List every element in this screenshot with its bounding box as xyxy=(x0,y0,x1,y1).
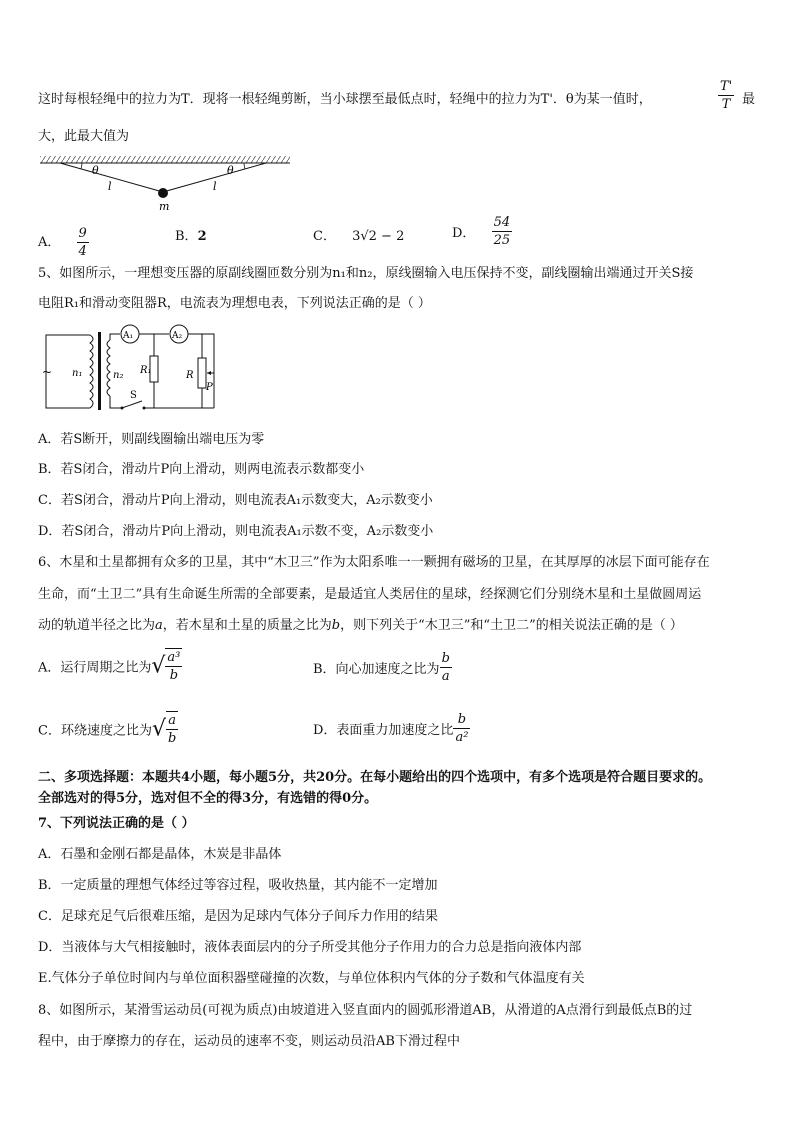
q6-option-c: C．环绕速度之比为√ $\frac{a}{b}$ xyxy=(38,713,177,746)
q7-option-a: A．石墨和金刚石都是晶体，木炭是非晶体 xyxy=(38,847,282,862)
q4-option-a: A． $\frac{9}{4}$ xyxy=(38,226,87,259)
q6-option-b: B．向心加速度之比为 $\frac{b}{a}$ xyxy=(313,651,450,684)
switch-s xyxy=(122,401,142,408)
svg-text:R: R xyxy=(186,370,194,381)
switch-label: S xyxy=(130,390,137,401)
q6-option-d: D．表面重力加速度之比 $\frac{b}{\text{a²}}$ xyxy=(313,712,469,745)
iron-core xyxy=(98,332,101,410)
q4-pendulum-figure xyxy=(38,152,293,212)
q5-option-d: D．若S闭合，滑动片P向上滑动，则电流表A₁示数不变，A₂示数变小 xyxy=(38,524,434,539)
primary-wire xyxy=(46,335,90,408)
angle-arc-right xyxy=(244,163,245,169)
mass-label: m xyxy=(159,200,170,212)
q6-stem-line2: 生命，而“土卫二”具有生命诞生所需的全部要素，是最适宜人类居住的星球，经探测它们分别绕木星和土星做圆周运 xyxy=(38,587,702,602)
rheostat-r xyxy=(198,358,206,388)
theta-right: θ xyxy=(227,164,234,177)
section2-heading-line1: 二、多项选择题：本题共4小题，每小题5分，共20分。在每小题给出的四个选项中，有多个选项是符合题目要求的。 xyxy=(38,770,712,785)
ac-source: ~ xyxy=(42,365,53,379)
q8-stem-line1: 8、如图所示，某滑雪运动员(可视为质点)由坡道进入竖直面内的圆弧形滑道AB，从滑道的A点滑行到最低点B的过 xyxy=(38,1003,693,1018)
primary-coil xyxy=(90,335,93,408)
q4-option-d: D． $\frac{54}{25}$ xyxy=(452,215,511,248)
q7-option-d: D．当液体与大气相接触时，液体表面层内的分子所受其他分子作用力的合力总是指向液体内部 xyxy=(38,940,582,955)
q6-option-a: A．运行周期之比为√ $\frac{\text{a³}}{b}$ xyxy=(38,650,181,683)
q4-stem-line1-end: 最 xyxy=(742,92,756,107)
svg-text:A₁: A₁ xyxy=(123,331,134,341)
svg-text:R₁: R₁ xyxy=(140,365,152,376)
svg-text:A₂: A₂ xyxy=(172,331,183,341)
section2-heading-line2: 全部选对的得5分，选对但不全的得3分，有选错的得0分。 xyxy=(38,791,378,806)
q5-stem-line2: 电阻R₁和滑动变阻器R，电流表为理想电表，下列说法正确的是（ ） xyxy=(38,296,431,311)
q5-stem-line1: 5、如图所示，一理想变压器的原副线圈匝数分别为n₁和n₂，原线圈输入电压保持不变，副线圈输出端通过开关S接 xyxy=(38,266,694,281)
q4-option-b: B．2 xyxy=(175,229,207,244)
secondary-coil xyxy=(107,340,110,396)
q4-option-c: C． 3√2 − 2 xyxy=(313,229,405,244)
q5-option-c: C．若S闭合，滑动片P向上滑动，则电流表A₁示数变大，A₂示数变小 xyxy=(38,493,433,508)
q4-stem-line2: 大，此最大值为 xyxy=(38,129,130,144)
length-right: l xyxy=(213,180,217,193)
q6-stem-line1: 6、木星和土星都拥有众多的卫星，其中“木卫三”作为太阳系唯一一颗拥有磁场的卫星，在其厚厚的冰层下面可能存在 xyxy=(38,555,710,570)
q8-stem-line2: 程中，由于摩擦力的存在，运动员的速率不变，则运动员沿AB下滑过程中 xyxy=(38,1034,460,1049)
length-left: l xyxy=(108,180,112,193)
svg-text:P: P xyxy=(206,382,213,393)
q7-option-b: B．一定质量的理想气体经过等容过程，吸收热量，其内能不一定增加 xyxy=(38,878,438,893)
q7-stem: 7、下列说法正确的是（ ） xyxy=(38,816,195,831)
n1-label: n₁ xyxy=(72,368,83,379)
q5-option-b: B．若S闭合，滑动片P向上滑动，则两电流表示数都变小 xyxy=(38,462,365,477)
q5-transformer-circuit xyxy=(38,318,228,416)
q5-option-a: A．若S断开，则副线圈输出端电压为零 xyxy=(38,432,265,447)
angle-arc-left xyxy=(81,163,82,169)
ceiling-hatch xyxy=(40,156,290,163)
q7-option-e: E.气体分子单位时间内与单位面积器壁碰撞的次数，与单位体积内气体的分子数和气体温度有关 xyxy=(38,971,585,986)
q4-stem-line1: 这时每根轻绳中的拉力为T．现将一根轻绳剪断，当小球摆至最低点时，轻绳中的拉力为T'．θ为某一值时， xyxy=(38,92,652,107)
q6-stem-line3: 动的轨道半径之比为a，若木星和土星的质量之比为b，则下列关于“木卫三”和“土卫二”的相关说法正确的是（ ） xyxy=(38,618,683,633)
secondary-bottom-wire xyxy=(110,396,122,408)
q7-option-c: C．足球充足气后很难压缩，是因为足球内气体分子间斥力作用的结果 xyxy=(38,909,438,924)
secondary-top-wire xyxy=(110,334,120,340)
q4-ratio-fraction: $\frac{T'}{T}$ xyxy=(720,79,733,112)
ball xyxy=(158,188,168,198)
theta-left: θ xyxy=(92,164,99,177)
n2-label: n₂ xyxy=(113,370,124,381)
